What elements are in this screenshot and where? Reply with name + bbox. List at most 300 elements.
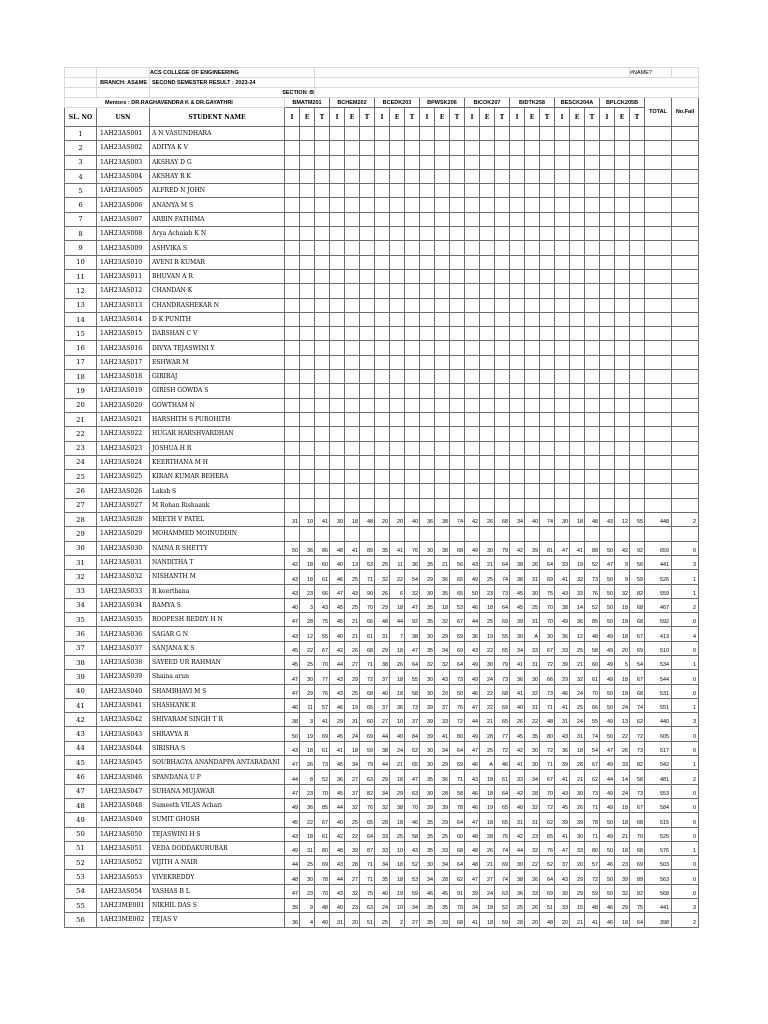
- mark-cell: 64: [495, 555, 510, 569]
- mark-cell: [315, 298, 330, 312]
- mark-cell: [630, 212, 645, 226]
- usn-cell: 1AH23AS009: [97, 241, 150, 255]
- total-cell: 398: [645, 913, 672, 927]
- mark-cell: 68: [630, 813, 645, 827]
- mark-cell: 32: [435, 613, 450, 627]
- mark-cell: 49: [600, 784, 615, 798]
- mark-cell: 41: [510, 655, 525, 669]
- mark-cell: 69: [630, 641, 645, 655]
- mark-cell: 30: [420, 756, 435, 770]
- mark-cell: 13: [615, 713, 630, 727]
- mark-cell: [630, 269, 645, 283]
- mark-cell: 30: [525, 741, 540, 755]
- mark-cell: [390, 255, 405, 269]
- mark-cell: [525, 155, 540, 169]
- mark-cell: [480, 212, 495, 226]
- mark-cell: 28: [525, 784, 540, 798]
- mark-cell: [480, 198, 495, 212]
- mark-cell: [360, 370, 375, 384]
- mark-cell: 31: [525, 570, 540, 584]
- student-name-cell: ANANYA M S: [150, 198, 285, 212]
- student-name-cell: ARBIN FATHIMA: [150, 212, 285, 226]
- mark-cell: 25: [480, 741, 495, 755]
- mark-cell: [300, 141, 315, 155]
- mark-cell: [405, 284, 420, 298]
- sl-no-cell: 29: [65, 527, 97, 541]
- mark-cell: 47: [285, 670, 300, 684]
- student-row: [65, 184, 699, 198]
- mark-cell: [330, 370, 345, 384]
- mark-cell: [360, 184, 375, 198]
- mark-cell: [285, 298, 300, 312]
- mark-cell: [375, 269, 390, 283]
- mark-cell: [555, 484, 570, 498]
- mark-cell: 49: [285, 798, 300, 812]
- mark-cell: 37: [345, 784, 360, 798]
- fail-count-cell: 0: [672, 784, 699, 798]
- mark-cell: 32: [420, 655, 435, 669]
- mark-cell: [435, 312, 450, 326]
- mark-cell: 49: [600, 713, 615, 727]
- mark-cell: [615, 127, 630, 141]
- mark-cell: 44: [330, 655, 345, 669]
- total-cell: [645, 241, 672, 255]
- mark-cell: 49: [600, 798, 615, 812]
- mark-cell: 31: [525, 698, 540, 712]
- mark-cell: 70: [315, 784, 330, 798]
- mark-cell: 27: [345, 655, 360, 669]
- mark-cell: A: [525, 627, 540, 641]
- mark-cell: 39: [420, 798, 435, 812]
- mark-cell: 18: [480, 784, 495, 798]
- mark-cell: [465, 398, 480, 412]
- mark-cell: 40: [375, 684, 390, 698]
- mark-cell: 76: [450, 698, 465, 712]
- mark-cell: 37: [375, 698, 390, 712]
- mark-cell: [435, 484, 450, 498]
- mark-cell: 45: [510, 727, 525, 741]
- mark-cell: [435, 441, 450, 455]
- mark-cell: 41: [555, 698, 570, 712]
- mark-cell: [540, 169, 555, 183]
- mark-cell: [630, 355, 645, 369]
- mark-cell: [450, 155, 465, 169]
- mark-cell: 20: [525, 913, 540, 927]
- mark-cell: [390, 384, 405, 398]
- mark-cell: 64: [540, 870, 555, 884]
- usn-cell: 1AH23AS014: [97, 312, 150, 326]
- mark-cell: [405, 355, 420, 369]
- student-name-cell: SIRISHA S: [150, 741, 285, 755]
- mark-cell: 24: [375, 899, 390, 913]
- mark-cell: [480, 498, 495, 512]
- sl-no-cell: 1: [65, 127, 97, 141]
- fail-count-cell: 0: [672, 670, 699, 684]
- mark-cell: 25: [570, 698, 585, 712]
- fail-count-cell: 3: [672, 899, 699, 913]
- mark-cell: [570, 327, 585, 341]
- mark-cell: 29: [390, 784, 405, 798]
- mark-cell: 37: [435, 698, 450, 712]
- mark-cell: 57: [315, 698, 330, 712]
- mark-cell: [315, 312, 330, 326]
- mark-cell: [630, 255, 645, 269]
- student-name-cell: MOHAMMED MOINUDDIN: [150, 527, 285, 541]
- mark-cell: 49: [555, 613, 570, 627]
- mark-cell: 18: [300, 555, 315, 569]
- mark-cell: 23: [300, 584, 315, 598]
- mark-cell: 27: [375, 713, 390, 727]
- mark-cell: 18: [480, 899, 495, 913]
- mark-cell: 26: [480, 513, 495, 527]
- usn-cell: 1AH23AS029: [97, 527, 150, 541]
- mark-cell: [420, 327, 435, 341]
- mark-cell: 18: [345, 741, 360, 755]
- student-row: [65, 813, 699, 827]
- sl-no-cell: 14: [65, 312, 97, 326]
- mark-cell: 10: [390, 841, 405, 855]
- student-name-cell: KIRAN KUMAR BEHERA: [150, 470, 285, 484]
- mark-cell: 44: [465, 713, 480, 727]
- mark-cell: 43: [555, 584, 570, 598]
- mark-cell: [570, 441, 585, 455]
- mark-cell: 5: [615, 655, 630, 669]
- mark-cell: 34: [525, 770, 540, 784]
- mark-cell: [495, 498, 510, 512]
- mark-cell: [390, 341, 405, 355]
- mark-cell: [330, 327, 345, 341]
- mark-cell: 75: [315, 613, 330, 627]
- mark-cell: 36: [570, 613, 585, 627]
- sl-no-cell: 15: [65, 327, 97, 341]
- header-row-section: [65, 88, 699, 98]
- mark-cell: 69: [540, 570, 555, 584]
- mark-cell: 33: [435, 913, 450, 927]
- mark-cell: [345, 312, 360, 326]
- iet-header: T: [405, 108, 420, 127]
- mark-cell: [390, 484, 405, 498]
- mark-cell: [555, 455, 570, 469]
- mark-cell: 73: [495, 670, 510, 684]
- student-name-cell: GOWTHAM N: [150, 398, 285, 412]
- sl-no-cell: 36: [65, 627, 97, 641]
- mark-cell: [345, 198, 360, 212]
- mark-cell: 40: [285, 598, 300, 612]
- mark-cell: 23: [300, 784, 315, 798]
- mark-cell: 35: [375, 541, 390, 555]
- mark-cell: [540, 398, 555, 412]
- mark-cell: [285, 455, 300, 469]
- mark-cell: 41: [555, 570, 570, 584]
- mark-cell: [615, 141, 630, 155]
- mark-cell: 52: [585, 598, 600, 612]
- mark-cell: 38: [375, 741, 390, 755]
- mark-cell: [480, 484, 495, 498]
- mark-cell: [450, 127, 465, 141]
- mark-cell: 58: [450, 784, 465, 798]
- fail-count-cell: [672, 398, 699, 412]
- mark-cell: 43: [405, 841, 420, 855]
- mark-cell: 19: [480, 798, 495, 812]
- mark-cell: [600, 327, 615, 341]
- student-row: [65, 513, 699, 527]
- mark-cell: [540, 255, 555, 269]
- mark-cell: 55: [585, 713, 600, 727]
- mark-cell: [630, 527, 645, 541]
- mark-cell: 34: [510, 513, 525, 527]
- iet-header: I: [375, 108, 390, 127]
- mark-cell: [465, 527, 480, 541]
- mark-cell: [540, 484, 555, 498]
- mark-cell: [510, 412, 525, 426]
- usn-cell: 1AH23AS043: [97, 727, 150, 741]
- mark-cell: [600, 341, 615, 355]
- mark-cell: 22: [345, 827, 360, 841]
- mark-cell: 48: [585, 513, 600, 527]
- mark-cell: [285, 498, 300, 512]
- mark-cell: 24: [480, 884, 495, 898]
- mark-cell: 46: [465, 684, 480, 698]
- mark-cell: [300, 155, 315, 169]
- mark-cell: 64: [495, 784, 510, 798]
- mark-cell: [570, 412, 585, 426]
- mark-cell: [360, 141, 375, 155]
- mark-cell: [285, 355, 300, 369]
- mark-cell: [345, 155, 360, 169]
- mark-cell: [540, 227, 555, 241]
- mark-cell: [585, 470, 600, 484]
- mark-cell: [495, 255, 510, 269]
- usn-cell: 1AH23AS052: [97, 856, 150, 870]
- mark-cell: [315, 269, 330, 283]
- mark-cell: [615, 427, 630, 441]
- mark-cell: [465, 284, 480, 298]
- mark-cell: [375, 227, 390, 241]
- mark-cell: [465, 212, 480, 226]
- mark-cell: [525, 198, 540, 212]
- student-row: [65, 412, 699, 426]
- mark-cell: [345, 455, 360, 469]
- mark-cell: 62: [450, 870, 465, 884]
- mark-cell: [555, 284, 570, 298]
- mark-cell: [450, 455, 465, 469]
- mark-cell: 18: [615, 684, 630, 698]
- mark-cell: [585, 412, 600, 426]
- mark-cell: 48: [285, 870, 300, 884]
- sl-no-cell: 11: [65, 269, 97, 283]
- usn-cell: 1AH23AS033: [97, 584, 150, 598]
- sl-no-cell: 53: [65, 870, 97, 884]
- header-row-columns: [65, 108, 699, 127]
- mark-cell: 30: [420, 856, 435, 870]
- mark-cell: [360, 484, 375, 498]
- mark-cell: [510, 312, 525, 326]
- mark-cell: [315, 370, 330, 384]
- mark-cell: [285, 384, 300, 398]
- mark-cell: [465, 227, 480, 241]
- mark-cell: [585, 312, 600, 326]
- mark-cell: [555, 255, 570, 269]
- mark-cell: 69: [315, 856, 330, 870]
- mark-cell: [570, 484, 585, 498]
- mark-cell: [600, 269, 615, 283]
- mark-cell: 45: [510, 598, 525, 612]
- mark-cell: 50: [600, 570, 615, 584]
- student-name-cell: NANDITHA T: [150, 555, 285, 569]
- mark-cell: [450, 470, 465, 484]
- mark-cell: [585, 284, 600, 298]
- mark-cell: [315, 184, 330, 198]
- mark-cell: 41: [315, 713, 330, 727]
- mark-cell: 65: [405, 756, 420, 770]
- mark-cell: 50: [600, 813, 615, 827]
- mark-cell: 11: [300, 698, 315, 712]
- mark-cell: [555, 127, 570, 141]
- no-fail-header: No.Fail: [672, 98, 699, 127]
- mark-cell: [495, 241, 510, 255]
- student-name-cell: ROOPESH REDDY H N: [150, 613, 285, 627]
- mark-cell: [570, 141, 585, 155]
- mark-cell: [390, 498, 405, 512]
- mark-cell: 50: [600, 727, 615, 741]
- mark-cell: [570, 255, 585, 269]
- mark-cell: 33: [555, 641, 570, 655]
- mark-cell: [585, 155, 600, 169]
- mark-cell: [435, 398, 450, 412]
- mark-cell: [615, 527, 630, 541]
- mark-cell: 32: [345, 884, 360, 898]
- mark-cell: 70: [630, 827, 645, 841]
- mark-cell: [465, 198, 480, 212]
- mark-cell: [540, 455, 555, 469]
- mark-cell: 45: [435, 884, 450, 898]
- mark-cell: 85: [585, 613, 600, 627]
- mark-cell: [480, 155, 495, 169]
- mark-cell: [465, 384, 480, 398]
- mark-cell: 42: [510, 827, 525, 841]
- sl-no-cell: 34: [65, 598, 97, 612]
- mark-cell: 45: [330, 613, 345, 627]
- fail-count-cell: [672, 169, 699, 183]
- mark-cell: [390, 412, 405, 426]
- mark-cell: [615, 370, 630, 384]
- mark-cell: 36: [435, 770, 450, 784]
- fail-count-cell: [672, 184, 699, 198]
- mark-cell: [555, 327, 570, 341]
- mark-cell: [435, 384, 450, 398]
- mark-cell: [570, 455, 585, 469]
- mark-cell: [525, 441, 540, 455]
- mark-cell: 76: [585, 584, 600, 598]
- usn-cell: 1AH23AS037: [97, 641, 150, 655]
- mark-cell: [435, 427, 450, 441]
- student-name-cell: A N VASUNDHARA: [150, 127, 285, 141]
- total-cell: [645, 455, 672, 469]
- mark-cell: 71: [360, 870, 375, 884]
- mark-cell: [375, 198, 390, 212]
- mark-cell: 25: [345, 813, 360, 827]
- subject-header: BCEDK203: [375, 98, 420, 108]
- mark-cell: [570, 155, 585, 169]
- mark-cell: [360, 355, 375, 369]
- mark-cell: 65: [495, 641, 510, 655]
- mark-cell: [405, 312, 420, 326]
- mark-cell: [405, 398, 420, 412]
- student-name-header: STUDENT NAME: [150, 108, 285, 127]
- mark-cell: 47: [285, 684, 300, 698]
- mark-cell: 50: [600, 541, 615, 555]
- student-row: [65, 713, 699, 727]
- mark-cell: [375, 155, 390, 169]
- mark-cell: 74: [495, 841, 510, 855]
- mark-cell: 30: [525, 584, 540, 598]
- fail-count-cell: 1: [672, 698, 699, 712]
- mark-cell: 70: [540, 613, 555, 627]
- student-name-cell: Sumeeth VILAS Achari: [150, 798, 285, 812]
- mark-cell: 20: [615, 641, 630, 655]
- total-cell: [645, 198, 672, 212]
- mark-cell: 18: [390, 684, 405, 698]
- mark-cell: 43: [555, 870, 570, 884]
- mark-cell: [570, 398, 585, 412]
- mark-cell: [405, 241, 420, 255]
- mark-cell: 35: [525, 727, 540, 741]
- sl-no-cell: 38: [65, 655, 97, 669]
- mark-cell: [405, 470, 420, 484]
- mark-cell: [570, 498, 585, 512]
- mark-cell: [315, 384, 330, 398]
- mark-cell: [420, 455, 435, 469]
- mark-cell: 77: [315, 670, 330, 684]
- fail-count-cell: [672, 412, 699, 426]
- mark-cell: [360, 241, 375, 255]
- mark-cell: [630, 412, 645, 426]
- total-cell: [645, 269, 672, 283]
- mark-cell: 21: [615, 827, 630, 841]
- mark-cell: 41: [345, 541, 360, 555]
- mark-cell: 48: [585, 627, 600, 641]
- mark-cell: [330, 255, 345, 269]
- mark-cell: 62: [540, 813, 555, 827]
- mark-cell: [525, 127, 540, 141]
- mark-cell: 32: [375, 570, 390, 584]
- mark-cell: 73: [495, 584, 510, 598]
- mark-cell: 29: [375, 598, 390, 612]
- mark-cell: [585, 455, 600, 469]
- mark-cell: 28: [570, 756, 585, 770]
- mark-cell: 62: [585, 770, 600, 784]
- mark-cell: [600, 169, 615, 183]
- mark-cell: 48: [315, 899, 330, 913]
- mark-cell: [345, 470, 360, 484]
- usn-cell: 1AH23AS016: [97, 341, 150, 355]
- mark-cell: 43: [600, 513, 615, 527]
- mark-cell: 50: [600, 884, 615, 898]
- total-cell: 440: [645, 713, 672, 727]
- mark-cell: [330, 470, 345, 484]
- mark-cell: [570, 470, 585, 484]
- mark-cell: [300, 441, 315, 455]
- mark-cell: 18: [570, 513, 585, 527]
- fail-count-cell: 1: [672, 570, 699, 584]
- student-row: [65, 698, 699, 712]
- mark-cell: [510, 427, 525, 441]
- mark-cell: [555, 470, 570, 484]
- mark-cell: [450, 484, 465, 498]
- mark-cell: [435, 141, 450, 155]
- mark-cell: 29: [345, 670, 360, 684]
- mark-cell: 39: [555, 655, 570, 669]
